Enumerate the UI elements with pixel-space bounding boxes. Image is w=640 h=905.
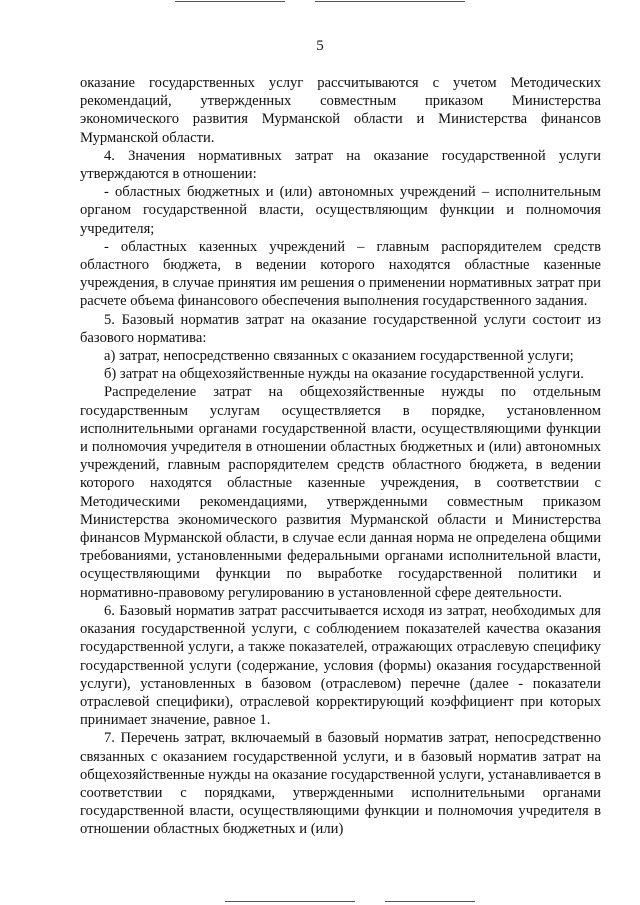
paragraph: 6. Базовый норматив затрат рассчитывается исходя из затрат, необходимых для оказания государственной услуги, с соблюдением показателей качества оказания государственной услуги, а также показателей, отражающих отраслевую специфику государственной услуги (содержание, условия (формы) оказания государственной услуги), установленных в базовом (отраслевом) перечне (далее - показатели отраслевой специфики), отраслевой корректирующий коэффициент при которых принимает значение, равное 1. xyxy=(80,602,601,729)
bottom-scan-rule xyxy=(225,901,355,902)
paragraph: Распределение затрат на общехозяйственные нужды по отдельным государственным услугам осуществляется в порядке, установленном исполнительными органами государственной власти, осуществляющими функции и полномочия учредителя в отношении областных бюджетных и (или) автономных учреждений, главным распорядителем средств областного бюджета, в ведении которого находятся областные казенные учреждения, в соответствии с Методическими рекомендациями, утвержденными совместным приказом Министерства экономического развития Мурманской области и Министерства финансов Мурманской области, в случае если данная норма не определена общими требованиями, установленными федеральными органами исполнительной власти, осуществляющими функции по выработке государственной политики и нормативно-правовому регулированию в установленной сфере деятельности. xyxy=(80,384,601,601)
paragraph: - областных казенных учреждений – главным распорядителем средств областного бюджета, в ведении которого находятся областные казенные учреждения, в случае принятия им решения о применении нормативных затрат при расчете объема финансового обеспечения выполнения государственного задания. xyxy=(80,238,601,310)
bottom-scan-rule xyxy=(385,901,475,902)
paragraph: 5. Базовый норматив затрат на оказание государственной услуги состоит из базового норматива: xyxy=(80,311,601,346)
document-body xyxy=(80,74,601,839)
paragraph: оказание государственных услуг рассчитываются с учетом Методических рекомендаций, утвержденных совместным приказом Министерства экономического развития Мурманской области и Министерства финансов Мурманской области. xyxy=(80,75,601,146)
paragraph: а) затрат, непосредственно связанных с оказанием государственной услуги; xyxy=(104,348,574,365)
paragraph: 4. Значения нормативных затрат на оказание государственной услуги утверждаются в отношении: xyxy=(80,147,601,183)
top-scan-rule xyxy=(315,1,465,2)
paragraph: б) затрат на общехозяйственные нужды на оказание государственной услуги. xyxy=(104,366,584,383)
paragraph: - областных бюджетных и (или) автономных учреждений – исполнительным органом государственной власти, осуществляющим функции и полномочия учредителя; xyxy=(80,184,601,237)
top-scan-rule xyxy=(175,1,285,2)
page-number: 5 xyxy=(316,38,324,54)
paragraph: 7. Перечень затрат, включаемый в базовый норматив затрат, непосредственно связанных с оказанием государственной услуги, и в базовый норматив затрат на общехозяйственные нужды на оказание государственной услуги, устанавливается в соответствии с порядками, утвержденными исполнительными органами государственной власти, осуществляющими функции и полномочия учредителя в отношении областных бюджетных и (или) xyxy=(80,730,601,838)
